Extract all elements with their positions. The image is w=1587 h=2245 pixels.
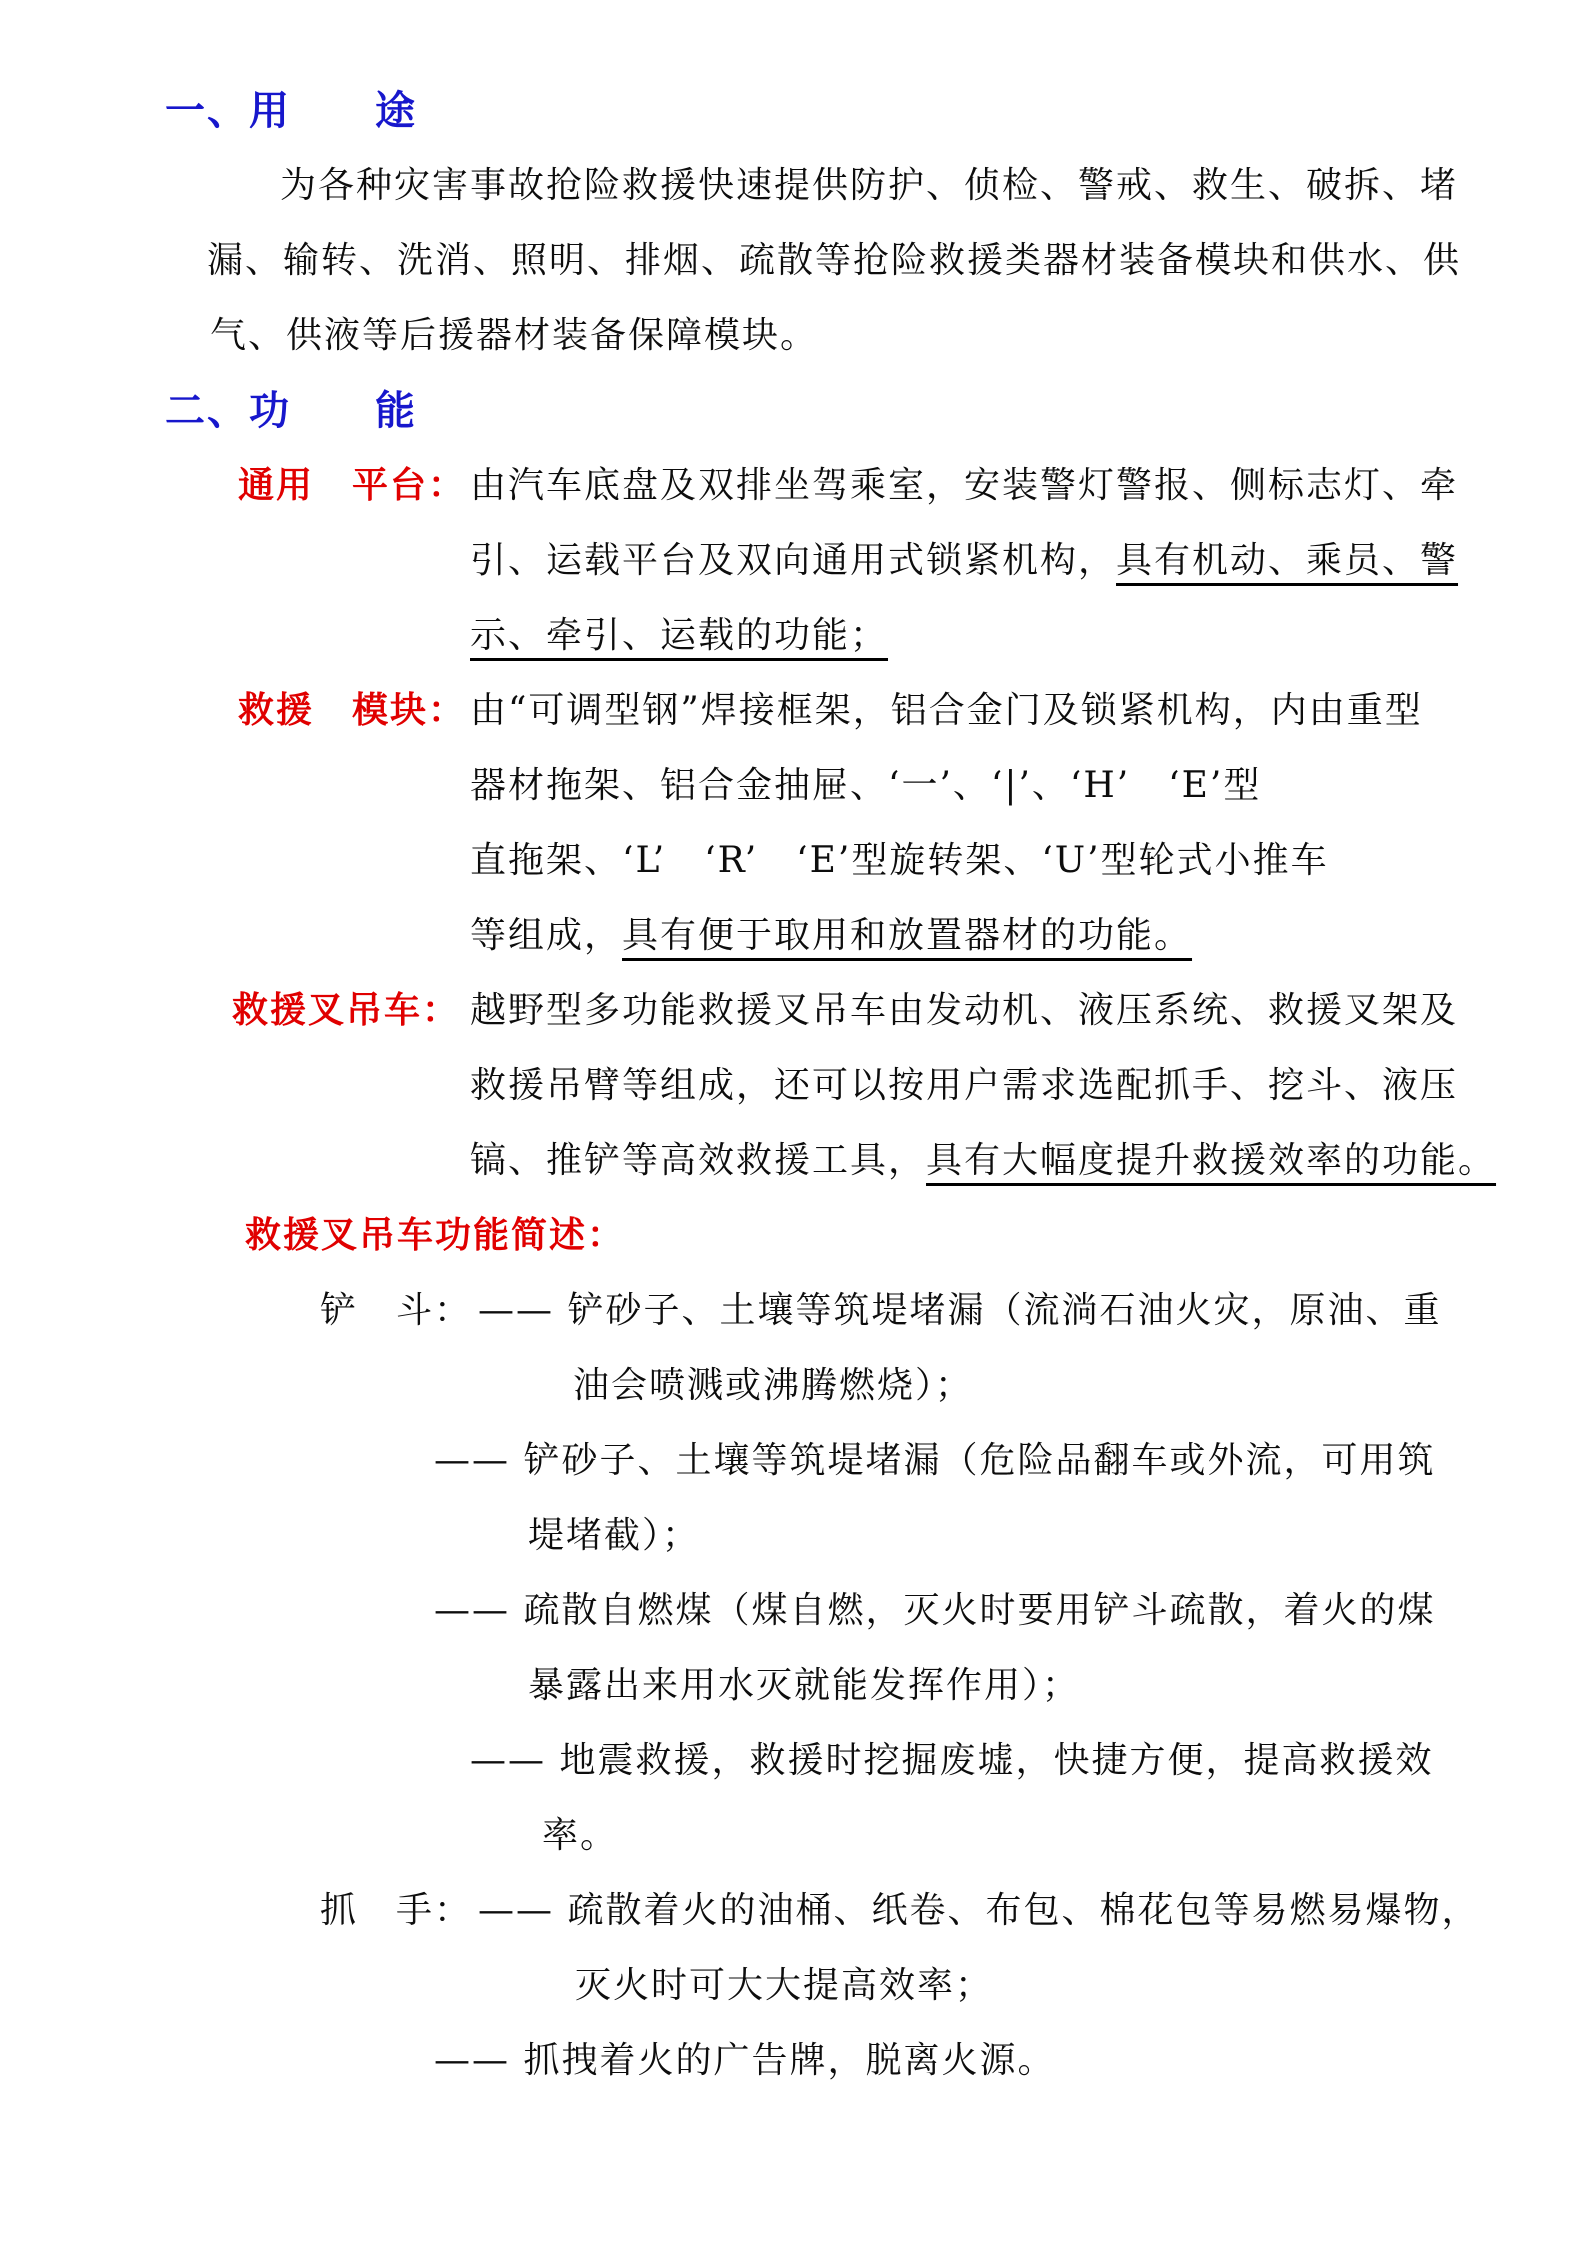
usage-paragraph-line-1 — [0, 148, 1587, 223]
text-segment: —— 铲砂子、土壤等筑堤堵漏（危险品翻车或外流，可用筑 — [434, 1440, 1436, 1481]
bucket-item-3-line-1 — [0, 1573, 1587, 1648]
forklift-functions-heading — [0, 1198, 1587, 1273]
text-segment: 直拖架、‘L’ ‘R’ ‘E’型旋转架、‘U’型轮式小推车 — [470, 840, 1329, 881]
text-segment: 二、功 能 — [165, 387, 417, 434]
text-segment: 油会喷溅或沸腾燃烧）； — [573, 1365, 974, 1406]
bucket-item-3-line-2 — [0, 1648, 1587, 1723]
bucket-item-4-line-1 — [0, 1723, 1587, 1798]
bucket-item-1-line-2 — [0, 1348, 1587, 1423]
bucket-item-2-line-1 — [0, 1423, 1587, 1498]
text-segment: —— 抓拽着火的广告牌，脱离火源。 — [434, 2040, 1056, 2081]
rescue-forklift-line-1 — [0, 973, 1587, 1048]
text-segment: 救援吊臂等组成，还可以按用户需求选配抓手、挖斗、液压 — [470, 1065, 1459, 1106]
text-segment: —— 地震救援，救援时挖掘废墟，快捷方便，提高救援效 — [470, 1740, 1434, 1781]
general-platform-line-3 — [0, 598, 1587, 673]
grab-label: 抓 手： — [320, 1890, 473, 1931]
text-segment: 暴露出来用水灭就能发挥作用）； — [528, 1665, 1081, 1706]
text-segment: 漏、输转、洗消、照明、排烟、疏散等抢险救援类器材装备模块和供水、供 — [207, 240, 1462, 281]
rescue-module-line-4 — [0, 898, 1587, 973]
rescue-forklift-line-2 — [0, 1048, 1587, 1123]
bucket-item-1-line-1 — [0, 1273, 1587, 1348]
text-segment: 具有便于取用和放置器材的功能。 — [622, 915, 1193, 956]
bucket-item-2-line-2 — [0, 1498, 1587, 1573]
grab-item-1-line-2 — [0, 1948, 1587, 2023]
text-segment: 率。 — [542, 1815, 619, 1856]
text-segment: 气、供液等后援器材装备保障模块。 — [210, 315, 819, 356]
bucket-label: 铲 斗： — [320, 1290, 473, 1331]
general-platform-line-1 — [0, 448, 1587, 523]
grab-item-2-line-1 — [0, 2023, 1587, 2098]
text-segment: 灭火时可大大提高效率； — [575, 1965, 994, 2006]
text-segment: 器材拖架、铝合金抽屉、‘一’、‘|’、‘H’ ‘E’型 — [470, 765, 1262, 806]
bucket-item-4-line-2 — [0, 1798, 1587, 1873]
text-segment: 示、牵引、运载的功能； — [470, 615, 889, 656]
text-segment: 镐、推铲等高效救援工具， — [470, 1140, 927, 1181]
text-segment: —— 疏散着火的油桶、纸卷、布包、棉花包等易燃易爆物， — [478, 1890, 1480, 1931]
rescue-forklift-label: 救援叉吊车： — [232, 989, 461, 1031]
general-platform-line-2 — [0, 523, 1587, 598]
rescue-module-line-2 — [0, 748, 1587, 823]
forklift-functions-label: 救援叉吊车功能简述： — [245, 1214, 626, 1256]
section-1-heading — [0, 73, 1587, 148]
grab-item-1-line-1 — [0, 1873, 1587, 1948]
text-segment: 具有大幅度提升救援效率的功能。 — [926, 1140, 1497, 1181]
text-segment: 由汽车底盘及双排坐驾乘室，安装警灯警报、侧标志灯、牵 — [470, 465, 1459, 506]
text-segment: 等组成， — [470, 915, 623, 956]
usage-paragraph-line-2 — [0, 223, 1587, 298]
section-2-heading — [0, 373, 1587, 448]
text-segment: 具有机动、乘员、警 — [1116, 540, 1459, 581]
usage-paragraph-line-3 — [0, 298, 1587, 373]
text-segment: 堤堵截）； — [528, 1515, 701, 1556]
text-segment: —— 疏散自燃煤（煤自燃，灭火时要用铲斗疏散，着火的煤 — [434, 1590, 1436, 1631]
rescue-module-label: 救援 模块： — [238, 689, 467, 731]
text-segment: 越野型多功能救援叉吊车由发动机、液压系统、救援叉架及 — [470, 990, 1459, 1031]
general-platform-label: 通用 平台： — [238, 464, 467, 506]
text-segment: 一、用 途 — [165, 87, 417, 134]
rescue-module-line-1 — [0, 673, 1587, 748]
text-segment: 引、运载平台及双向通用式锁紧机构， — [470, 540, 1117, 581]
rescue-forklift-line-3 — [0, 1123, 1587, 1198]
rescue-module-line-3 — [0, 823, 1587, 898]
text-segment: 由“可调型钢”焊接框架，铝合金门及锁紧机构，内由重型 — [470, 690, 1423, 731]
text-segment: 为各种灾害事故抢险救援快速提供防护、侦检、警戒、救生、破拆、堵 — [280, 165, 1459, 206]
text-segment: —— 铲砂子、土壤等筑堤堵漏（流淌石油火灾，原油、重 — [478, 1290, 1442, 1331]
